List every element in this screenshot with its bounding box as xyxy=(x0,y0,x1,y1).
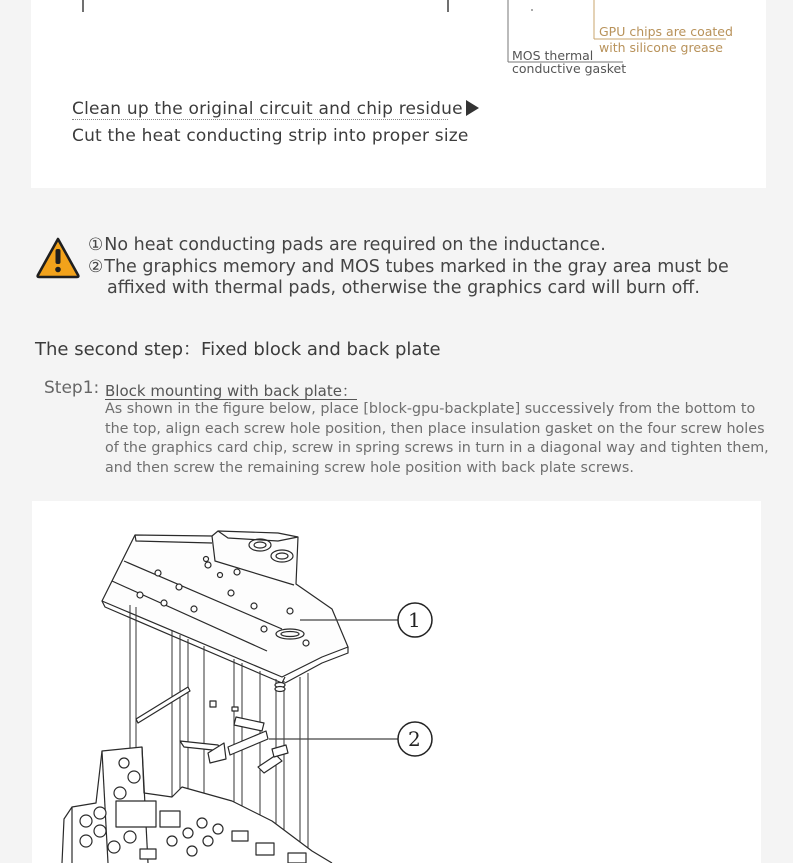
step1-body-line: the top, align each screw hole position, then place insulation gasket on the four screw holes xyxy=(105,420,765,437)
warning-text-2: The graphics memory and MOS tubes marked in the gray area must be xyxy=(104,257,729,277)
callout-mos-line2: conductive gasket xyxy=(512,61,627,76)
warning-line-1 xyxy=(88,235,606,255)
step1-body xyxy=(105,400,769,479)
thermal-pads xyxy=(136,687,288,773)
instruction-1-text: Clean up the original circuit and chip residue xyxy=(72,99,463,119)
step1-body-line: and then screw the remaining screw hole position with back plate screws. xyxy=(105,460,634,477)
instruction-cut-strip: Cut the heat conducting strip into proper size xyxy=(72,126,469,146)
second-step-title: The second step：Fixed block and back plate xyxy=(35,339,441,360)
callout-label-2: 2 xyxy=(408,727,421,751)
exploded-assembly-figure xyxy=(32,501,761,863)
warning-text-1: No heat conducting pads are required on the inductance. xyxy=(104,235,606,255)
callout-label-1: 1 xyxy=(408,608,421,632)
step1-subtitle: Block mounting with back plate： xyxy=(105,382,357,400)
step1-body-line: As shown in the figure below, place [block-gpu-backplate] successively from the bottom to xyxy=(105,401,756,417)
warning-line-2 xyxy=(88,257,729,277)
graphics-card-pcb xyxy=(62,747,332,863)
warning-line-3: affixed with thermal pads, otherwise the graphics card will burn off. xyxy=(107,278,700,298)
warning-marker-1: ① xyxy=(88,235,104,255)
callout-mos-line1: MOS thermal xyxy=(512,48,594,63)
callout-gpu-line2: with silicone grease xyxy=(599,40,723,55)
step1-label: Step1: xyxy=(44,378,100,398)
standoffs xyxy=(275,683,285,692)
play-arrow-icon xyxy=(466,100,479,116)
top-instruction-panel xyxy=(31,0,766,188)
step1-body-line: of the graphics card chip, screw in spring screws in turn in a diagonal way and tighten them, xyxy=(105,440,769,457)
warning-triangle-icon xyxy=(35,236,81,279)
instruction-clean-residue xyxy=(72,99,463,120)
warning-marker-2: ② xyxy=(88,257,104,277)
assembly-drawing xyxy=(32,501,761,863)
water-block-drawing xyxy=(102,531,348,683)
callout-gpu-line1: GPU chips are coated xyxy=(599,24,733,39)
